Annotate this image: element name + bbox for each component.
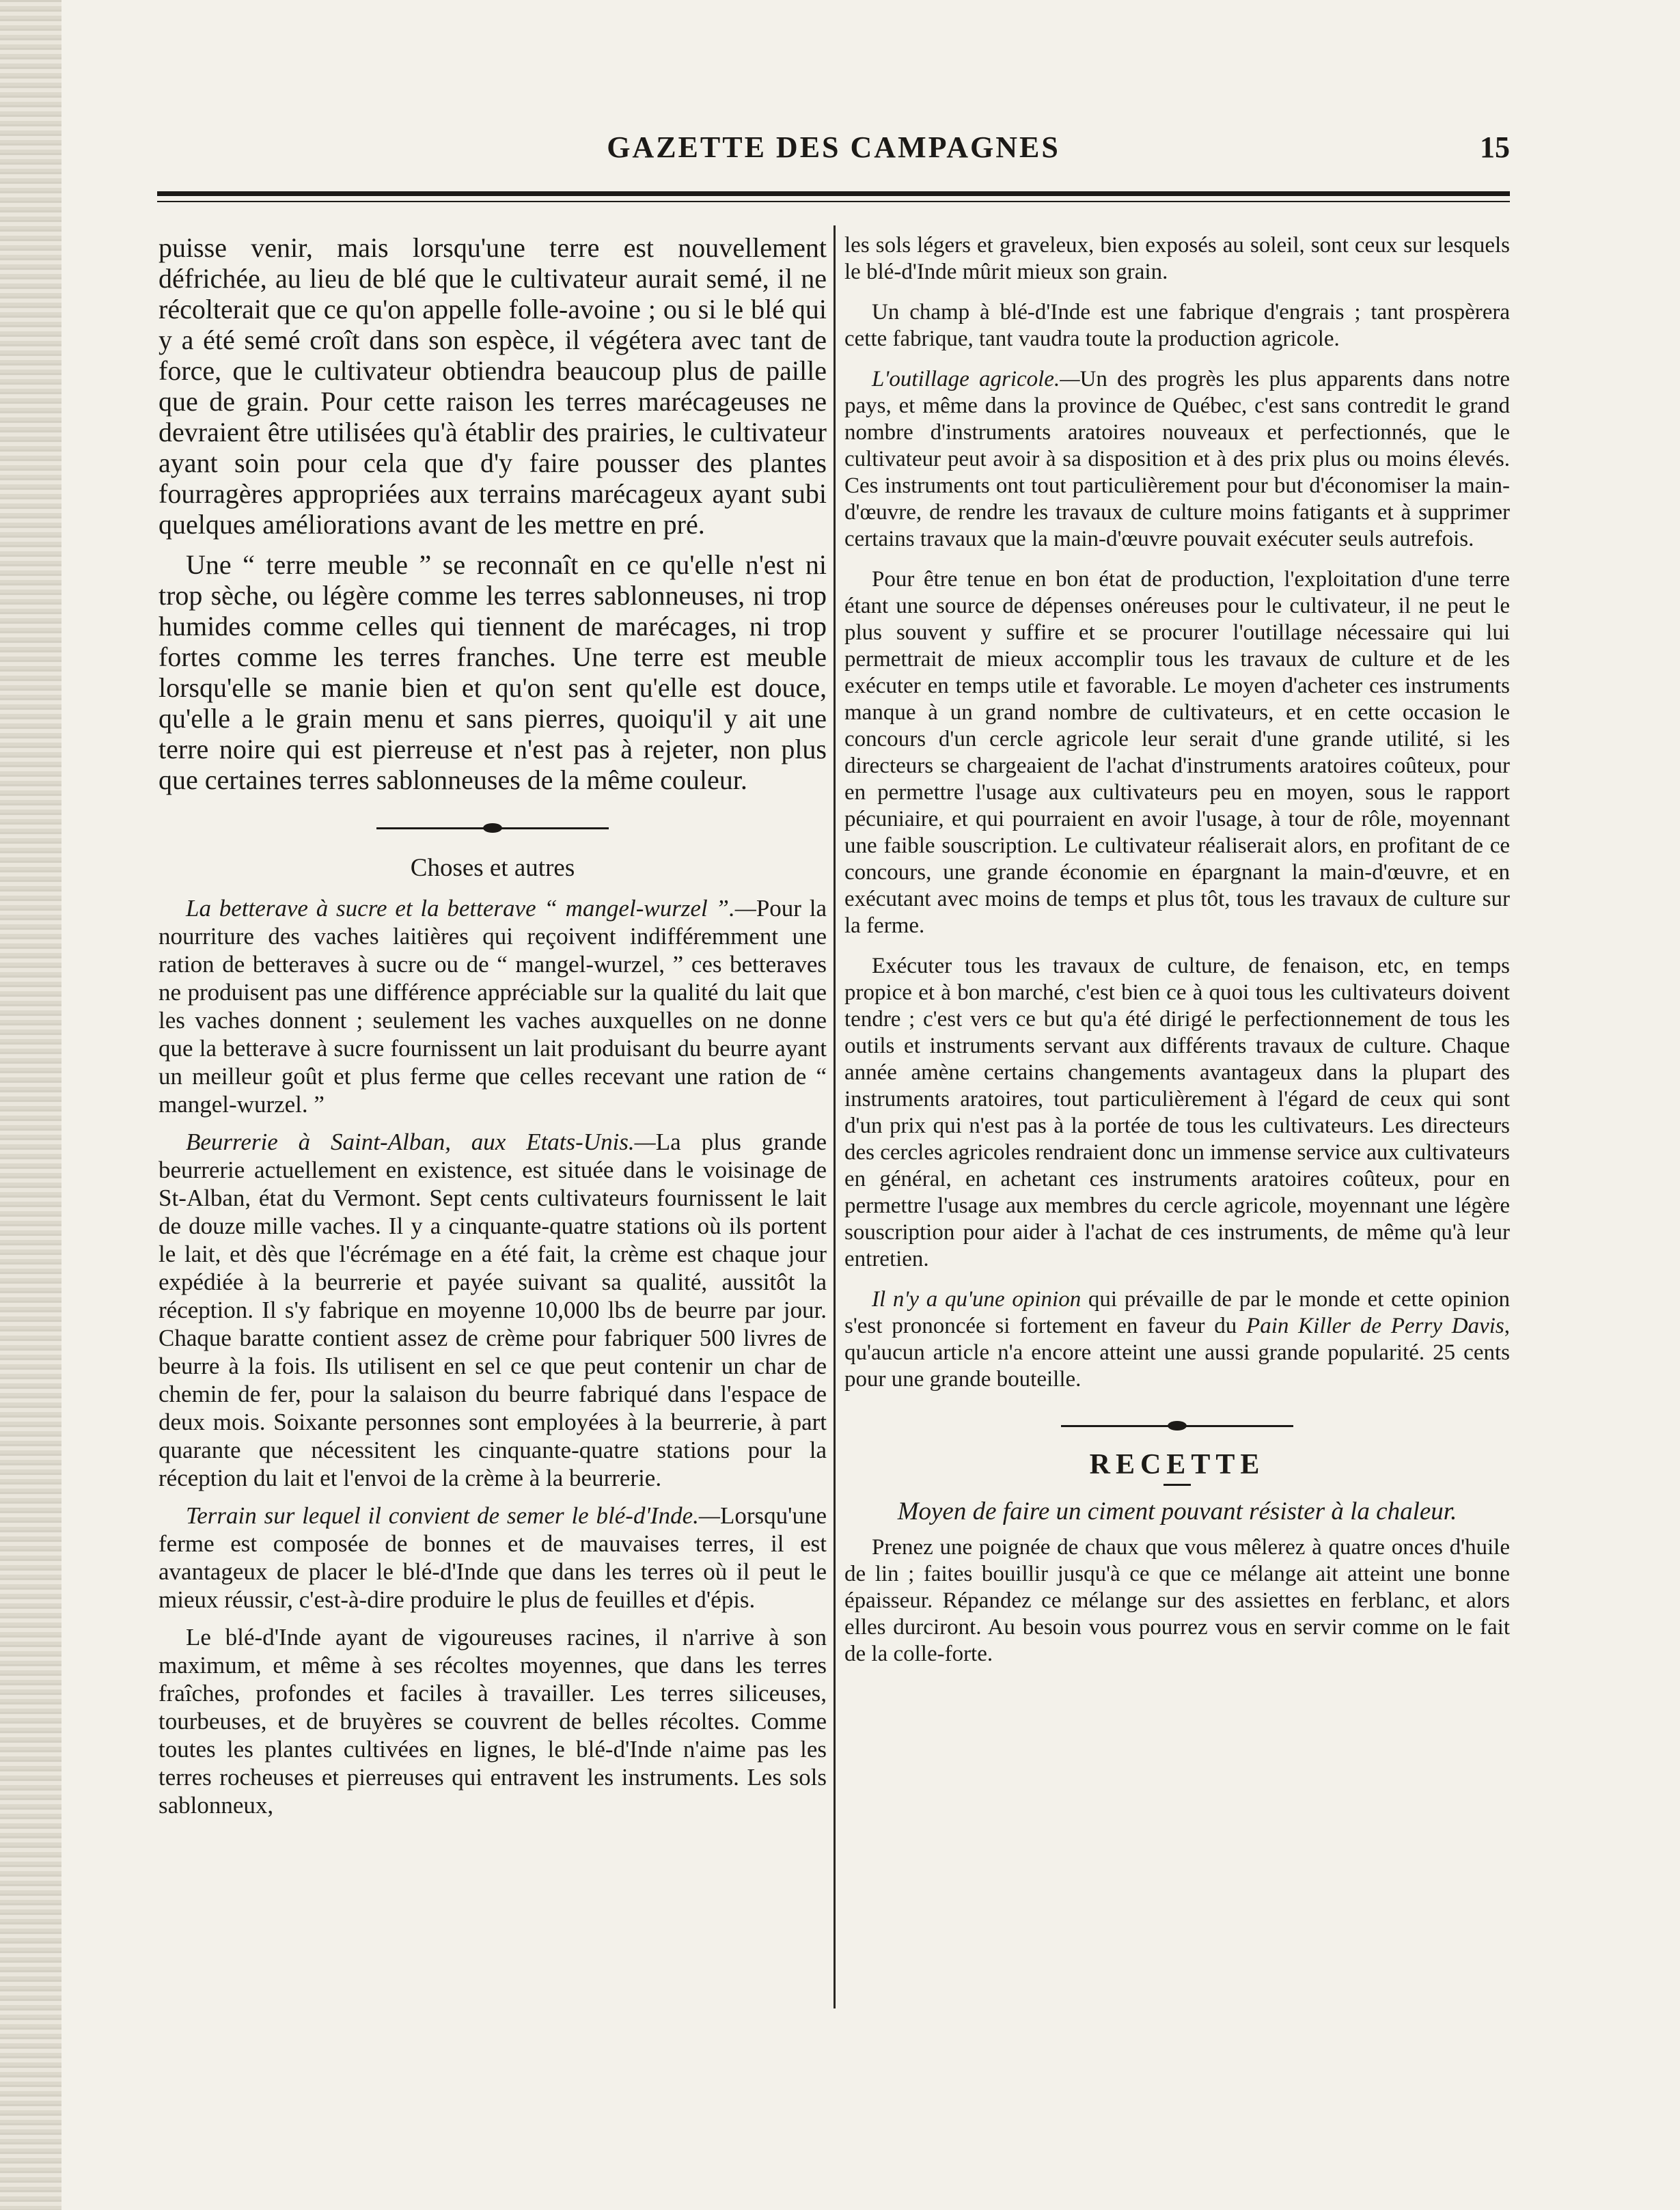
right-column [844, 232, 1510, 1681]
article [159, 1128, 827, 1492]
header-rule-thin [157, 201, 1510, 202]
paragraph: Pour être tenue en bon état de production, l'exploitation d'une terre étant une source de dépenses onéreuses pour le cultivateur, il ne peut le plus souvent y suffire et se procurer l'outillage nécessaire qui lui permettrait de mieux accomplir tous les travaux de culture et de les exécuter en temps utile et favorable. Le moyen d'acheter ces instruments manque à un grand nombre de cultivateurs, et en cette occasion le concours d'un cercle agricole leur serait d'une grande utilité, si les directeurs se chargeaient de l'achat d'instruments aratoires coûteux, pour en permettre l'usage aux cultivateurs peu en moyen, sous le rapport pécuniaire, et qui pourraient en avoir l'usage, à tour de rôle, moyennant une faible souscription. Le cultivateur réaliserait alors, en profitant de ce concours, une grande économie en épargnant la main-d'œuvre, et en exécutant avec moins de temps et plus tôt, tous les travaux de culture sur la ferme. [844, 567, 1510, 938]
advertisement [844, 1286, 1510, 1393]
section-title: Choses et autres [410, 854, 575, 882]
article-text: Lorsqu'une ferme est composée de bonnes et de mauvaises terres, il est avantageux de placer le blé-d'Inde que dans les terres où il peut le mieux réussir, c'est-à-dire produire le plus de feuilles et d'épis. [159, 1502, 827, 1613]
ad-lead: Il n'y a qu'une opinion [872, 1287, 1082, 1312]
article-lead: Beurrerie à Saint-Alban, aux Etats-Unis.— [186, 1129, 656, 1155]
article-text: La plus grande beurrerie actuellement en existence, est située dans le voisinage de St-Alban, état du Vermont. Sept cents cultivateurs fournissent le lait de douze mille vaches. Il y a cinquante-quatre stations où ils portent le lait, et dès que l'écrémage en a été fait, la crème est chaque jour expédiée à la beurrerie et payée suivant sa qualité, aussitôt la réception. Il s'y fabrique en moyenne 10,000 lbs de beurre par jour. Chaque baratte contient assez de crème pour fabriquer 500 livres de beurre à la fois. Ils utilisent en sel ce que peut contenir un char de chemin de fer, pour la salaison du beurre fabriqué dans l'espace de deux mois. Soixante personnes sont employées à la beurrerie, à part quarante que nécessitent les cinquante-quatre stations pour la réception du lait et l'envoi de la crème à la beurrerie. [159, 1129, 827, 1491]
article-text: Un des progrès les plus apparents dans notre pays, et même dans la province de Québec, c'est sans contredit le grand nombre d'instruments aratoires nouveaux et perfectionnés, que le cultivateur peut avoir à sa disposition et à des prix plus ou moins élevés. Ces instruments ont tout particulièrement pour but d'économiser la main-d'œuvre, de rendre les travaux de culture moins fatigants et à supprimer certains travaux que la main-d'œuvre pouvait exécuter seuls autrefois. [844, 367, 1510, 551]
running-title: GAZETTE DES CAMPAGNES [607, 130, 1060, 164]
paragraph: puisse venir, mais lorsqu'une terre est nouvellement défrichée, au lieu de blé que le cultivateur aurait semé, il ne récolterait que ce qu'on appelle folle-avoine ; ou si le blé qui y a été semé croît dans son espèce, il végétera avec tant de force, que le cultivateur obtiendra beaucoup plus de paille que de grain. Pour cette raison les terres marécageuses ne devraient être utilisées qu'à établir des prairies, le cultivateur ayant soin pour cela que d'y faire pousser des plantes fourragères appropriées aux terrains marécageux ayant subi quelques améliorations avant de les mettre en pré. [159, 232, 827, 540]
article-text: Pour la nourriture des vaches laitières qui reçoivent indifféremment une ration de betteraves à sucre ou de “ mangel-wurzel, ” ces betteraves ne produisent pas une différence appréciable sur la qualité du lait que les vaches donnent ; seulement les vaches auxquelles on ne donne que la betterave à sucre fournissent un lait produisant du beurre ayant un meilleur goût et plus ferme que celles recevant une ration de “ mangel-wurzel. ” [159, 895, 827, 1118]
recette-text: Prenez une poignée de chaux que vous mêlerez à quatre onces d'huile de lin ; faites bouillir jusqu'à ce que ce mélange ait atteint une bonne épaisseur. Répandez ce mélange sur des assiettes en ferblanc, et alors elles durciront. Au besoin vous pourrez vous en servir comme on le fait de la colle-forte. [844, 1535, 1510, 1666]
paragraph: Le blé-d'Inde ayant de vigoureuses racines, il n'arrive à son maximum, et même à ses récoltes moyennes, que dans les terres fraîches, profondes et faciles à travailler. Les terres siliceuses, tourbeuses, et de bruyères se couvrent de belles récoltes. Comme toutes les plantes cultivées en lignes, le blé-d'Inde n'aime pas les terres rocheuses et pierreuses qui entravent les instruments. Les sols sablonneux, [159, 1624, 827, 1819]
page-header [157, 130, 1510, 178]
ad-product: Pain Killer de Perry Davis [1246, 1314, 1504, 1338]
intro-section [159, 232, 827, 795]
ornament-divider [376, 823, 609, 833]
recette-title: RECETTE [1089, 1449, 1265, 1480]
left-column [159, 232, 827, 1829]
recette-subtitle: Moyen de faire un ciment pouvant résister à la chaleur. [897, 1497, 1457, 1525]
page-number: 15 [1480, 130, 1510, 164]
ad-tail: , qu'aucun article n'a encore atteint une aussi grande popularité. 25 cents pour une grande bouteille. [844, 1314, 1510, 1392]
ad-text: qui prévaille de par le monde et cette opinion s'est prononcée si fortement en faveur du [844, 1287, 1510, 1338]
paragraph: Une “ terre meuble ” se reconnaît en ce qu'elle n'est ni trop sèche, ou légère comme les terres sablonneuses, ni trop humides comme celles qui tiennent de marécages, ni trop fortes comme les terres franches. Une terre est meuble lorsqu'elle se manie bien et qu'on sent qu'elle est douce, qu'elle a le grain menu et sans pierres, quoiqu'il y ait une terre noire qui est pierreuse et n'est pas à rejeter, non plus que certaines terres sablonneuses de la même couleur. [159, 549, 827, 795]
article-lead: Terrain sur lequel il convient de semer le blé-d'Inde.— [186, 1502, 720, 1529]
header-rule [157, 191, 1510, 196]
short-rule [1163, 1484, 1191, 1486]
paragraph: Exécuter tous les travaux de culture, de fenaison, etc, en temps propice et à bon marché, c'est bien ce à quoi tous les cultivateurs doivent tendre ; c'est vers ce but qu'a été dirigé le perfectionnement de tous les outils et instruments servant aux différents travaux de culture. Chaque année amène certains changements avantageux dans la plupart des instruments aratoires, tout particulièrement à l'égard de ceux qui sont d'un prix qui n'est pas à la portée de tous les cultivateurs. Les directeurs des cercles agricoles rendraient donc un immense service aux cultivateurs en général, en achetant ces instruments aratoires coûteux, pour en permettre l'usage aux membres du cercle agricole, moyennant une légère souscription pour aider à l'achat de ces instruments, de même qu'à leur entretien. [844, 954, 1511, 1271]
column-divider [834, 225, 836, 2008]
paragraph: les sols légers et graveleux, bien exposés au soleil, sont ceux sur lesquels le blé-d'Inde mûrit mieux son grain. [844, 233, 1510, 284]
article [844, 366, 1510, 553]
ornament-divider [1061, 1420, 1293, 1431]
article-lead: L'outillage agricole.— [872, 367, 1080, 391]
binding-edge [0, 0, 61, 2210]
paragraph: Un champ à blé-d'Inde est une fabrique d'engrais ; tant prospèrera cette fabrique, tant vaudra toute la production agricole. [844, 300, 1510, 351]
article [159, 1502, 827, 1614]
article [159, 894, 827, 1118]
article-lead: La betterave à sucre et la betterave “ mangel-wurzel ”.— [186, 895, 756, 922]
